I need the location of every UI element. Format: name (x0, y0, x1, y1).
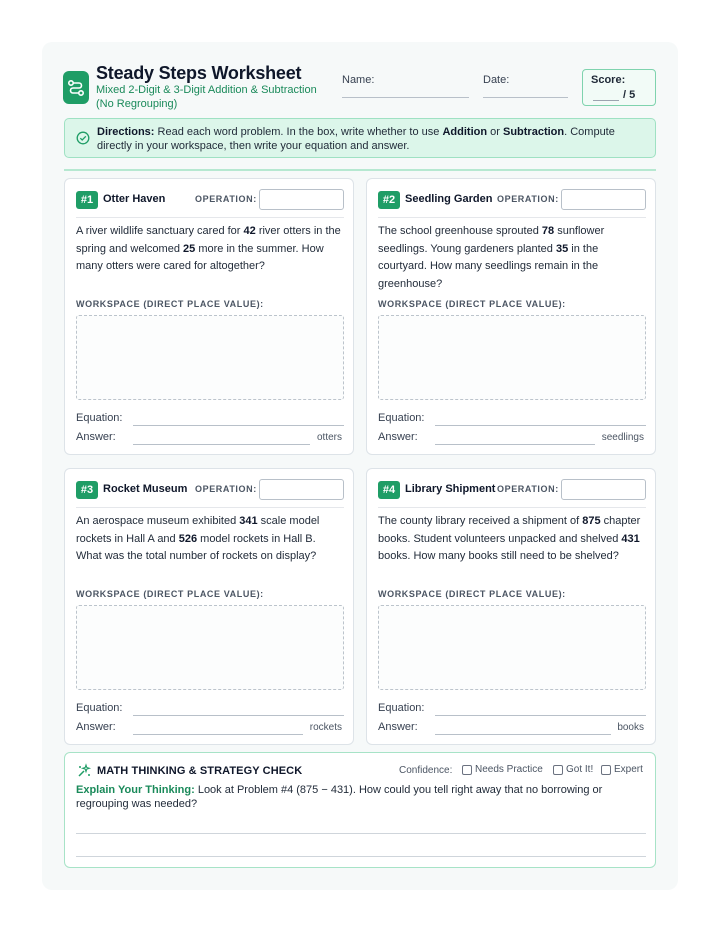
problem-card-4 (366, 468, 656, 745)
workspace-area[interactable] (76, 315, 344, 400)
directions-banner (64, 118, 656, 158)
operation-label: OPERATION: (497, 484, 559, 494)
score-box (582, 69, 656, 106)
workspace-label: WORKSPACE (DIRECT PLACE VALUE): (76, 299, 264, 309)
score-total: / 5 (623, 89, 636, 101)
workspace-label: WORKSPACE (DIRECT PLACE VALUE): (378, 299, 566, 309)
operation-label: OPERATION: (195, 194, 257, 204)
answer-label: Answer: (378, 721, 418, 733)
explain-prompt: Explain Your Thinking: Look at Problem #4 (875 − 431). How could you tell right away that no borrowing or regrouping was needed? (76, 784, 603, 810)
operation-input[interactable] (561, 479, 646, 500)
workspace-area[interactable] (378, 315, 646, 400)
checkbox[interactable] (601, 765, 611, 775)
problem-card-2 (366, 178, 656, 455)
problem-text: An aerospace museum exhibited 341 scale model rockets in Hall A and 526 model rockets in Hall B. What was the total number of rockets on display? (76, 515, 320, 562)
answer-unit: seedlings (601, 432, 644, 443)
confidence-label: Confidence: (399, 765, 453, 776)
problem-number-badge: #3 (76, 481, 98, 499)
workspace-area[interactable] (76, 605, 344, 690)
header-divider (64, 169, 656, 171)
answer-field[interactable] (435, 444, 595, 445)
operation-input[interactable] (259, 189, 344, 210)
problem-card-1 (64, 178, 354, 455)
problem-title: Seedling Garden (405, 193, 493, 205)
answer-unit: rockets (309, 722, 342, 733)
date-field[interactable] (483, 97, 568, 98)
equation-label: Equation: (378, 412, 425, 424)
checkbox[interactable] (462, 765, 472, 775)
directions-text: Directions: Read each word problem. In the box, write whether to use Addition or Subtraction. Compute directly in your workspace, then write your equation and answer. (97, 126, 615, 152)
equation-field[interactable] (435, 425, 646, 426)
writing-line-2[interactable] (76, 856, 646, 857)
problem-text: The school greenhouse sprouted 78 sunflower seedlings. Young gardeners planted 35 in the courtyard. How many seedlings remain in the greenhouse? (378, 225, 605, 290)
operation-label: OPERATION: (195, 484, 257, 494)
answer-field[interactable] (133, 734, 303, 735)
confidence-needs-practice[interactable]: Needs Practice (462, 764, 543, 775)
date-label: Date: (483, 74, 510, 86)
steps-route-icon (63, 71, 89, 104)
workspace-area[interactable] (378, 605, 646, 690)
score-field[interactable] (593, 100, 619, 101)
equation-label: Equation: (76, 412, 123, 424)
workspace-label: WORKSPACE (DIRECT PLACE VALUE): (76, 589, 264, 599)
equation-label: Equation: (76, 702, 123, 714)
name-field[interactable] (342, 97, 469, 98)
check-circle-icon (76, 131, 90, 145)
page-title: Steady Steps Worksheet (96, 63, 302, 83)
answer-label: Answer: (378, 431, 418, 443)
name-label: Name: (342, 74, 375, 86)
answer-label: Answer: (76, 431, 116, 443)
equation-field[interactable] (133, 715, 344, 716)
problem-title: Library Shipment (405, 483, 496, 495)
score-label: Score: (591, 74, 626, 86)
confidence-got-it[interactable]: Got It! (553, 764, 593, 775)
workspace-label: WORKSPACE (DIRECT PLACE VALUE): (378, 589, 566, 599)
problem-number-badge: #1 (76, 191, 98, 209)
answer-unit: books (617, 722, 644, 733)
operation-label: OPERATION: (497, 194, 559, 204)
strategy-title: MATH THINKING & STRATEGY CHECK (97, 765, 303, 777)
problem-text: A river wildlife sanctuary cared for 42 river otters in the spring and welcomed 25 more in the summer. How many otters were cared for altogether? (76, 225, 341, 272)
answer-field[interactable] (133, 444, 310, 445)
equation-field[interactable] (133, 425, 344, 426)
equation-label: Equation: (378, 702, 425, 714)
card-divider (378, 507, 646, 508)
problem-text: The county library received a shipment of 875 chapter books. Student volunteers unpacked and shelved 431 books. How many books still need to be shelved? (378, 515, 641, 562)
problem-number-badge: #2 (378, 191, 400, 209)
answer-unit: otters (316, 432, 342, 443)
problem-card-3 (64, 468, 354, 745)
writing-line-1[interactable] (76, 833, 646, 834)
checkbox[interactable] (553, 765, 563, 775)
strategy-check-panel (64, 752, 656, 868)
confidence-expert[interactable]: Expert (601, 764, 643, 775)
worksheet (42, 42, 678, 890)
operation-input[interactable] (561, 189, 646, 210)
answer-field[interactable] (435, 734, 611, 735)
answer-label: Answer: (76, 721, 116, 733)
sparkle-strategy-icon (76, 763, 92, 779)
operation-input[interactable] (259, 479, 344, 500)
card-divider (76, 507, 344, 508)
card-divider (378, 217, 646, 218)
problem-title: Otter Haven (103, 193, 166, 205)
problem-title: Rocket Museum (103, 483, 188, 495)
equation-field[interactable] (435, 715, 646, 716)
problem-number-badge: #4 (378, 481, 400, 499)
card-divider (76, 217, 344, 218)
page-subtitle: Mixed 2-Digit & 3-Digit Addition & Subtraction (No Regrouping) (96, 84, 317, 110)
